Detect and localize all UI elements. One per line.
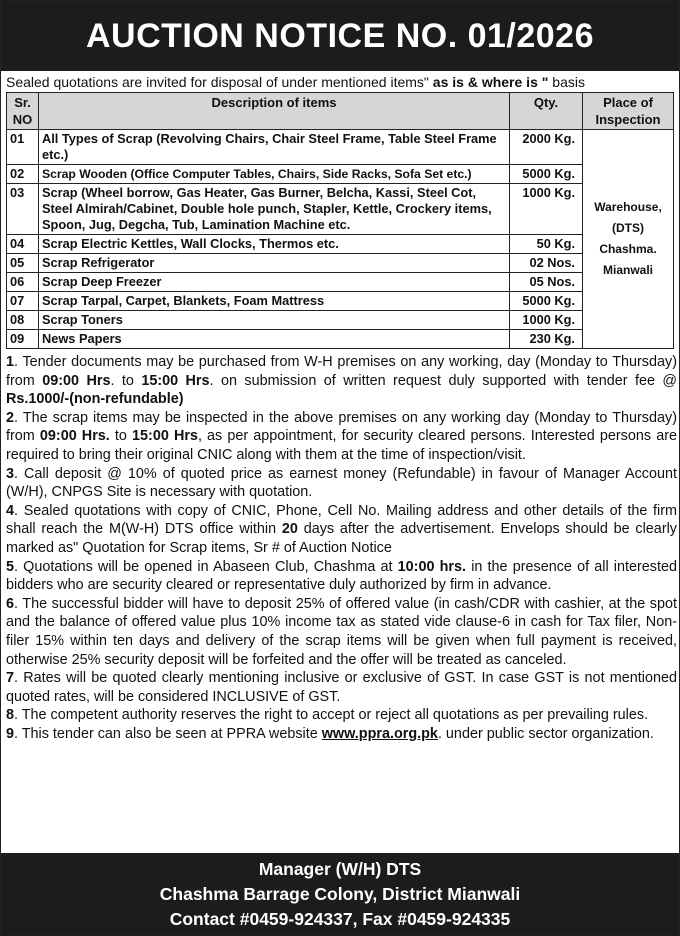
- term-bold: 15:00 Hrs: [141, 372, 210, 389]
- header-qty: Qty.: [510, 93, 583, 130]
- term-bold: 09:00 Hrs: [42, 372, 111, 389]
- ppra-website-link[interactable]: www.ppra.org.pk: [321, 725, 438, 742]
- intro-line: [6, 73, 678, 91]
- header-description: Description of items: [39, 93, 510, 130]
- term-text: , as per appointment, for security cleared persons. Interested persons are required to bring their original CNIC along with them at the time of inspection/visit.: [6, 428, 677, 463]
- table-row: [7, 235, 674, 254]
- place-line: Warehouse,: [594, 200, 662, 214]
- items-table: [6, 92, 674, 349]
- intro-bold: as is & where is ": [432, 74, 549, 90]
- term-9: [6, 725, 677, 744]
- term-bold: 10:00 hrs.: [397, 558, 467, 575]
- term-text: . Call deposit @ 10% of quoted price as earnest money (Refundable) in favour of Manager Account (W/H), CNPGS Site is necessary with quotation.: [6, 465, 677, 501]
- term-text: days after the advertisement. Envelops should be clearly marked as" Quotation for Scrap items, Sr # of Auction Notice: [6, 521, 678, 556]
- term-4: [6, 502, 677, 558]
- term-text: in the presence of all interested bidders who are security cleared or representative duly authorized by firm in advance.: [6, 558, 678, 594]
- term-text: . Quotations will be opened in Abaseen Club, Chashma at: [14, 558, 398, 575]
- row-description: All Types of Scrap (Revolving Chairs, Chair Steel Frame, Table Steel Frame etc.): [39, 130, 510, 165]
- footer-contact: Contact #0459-924337, Fax #0459-924335: [169, 909, 511, 929]
- row-sr: 06: [7, 273, 39, 292]
- terms-list: [6, 353, 677, 743]
- term-2: [6, 409, 677, 465]
- term-number: 8: [6, 707, 15, 724]
- term-bold: 15:00 Hrs: [132, 428, 198, 445]
- term-text: . The scrap items may be inspected in the above premises on any working day (Monday to Thursday) from: [6, 409, 677, 445]
- place-line: Chashma.: [599, 242, 657, 256]
- table-row: [7, 273, 674, 292]
- row-qty: 02 Nos.: [510, 254, 583, 273]
- table-row: [7, 165, 674, 184]
- header-sr: Sr. NO: [7, 93, 39, 130]
- row-sr: 02: [7, 165, 39, 184]
- term-text: . The competent authority reserves the right to accept or reject all quotations as per prevailing rules.: [14, 707, 649, 724]
- row-description: Scrap Wooden (Office Computer Tables, Chairs, Side Racks, Sofa Set etc.): [39, 165, 510, 184]
- term-number: 7: [6, 670, 15, 687]
- row-sr: 05: [7, 254, 39, 273]
- term-number: 9: [6, 725, 15, 742]
- footer-address: Chashma Barrage Colony, District Mianwali: [159, 884, 521, 904]
- row-description: Scrap (Wheel borrow, Gas Heater, Gas Burner, Belcha, Kassi, Steel Cot, Steel Almirah/Cabinet, Double hole punch, Stapler, Kettle, Crockery items, Spoon, Jug, Degcha, Tub, Lamination Machine etc.: [39, 184, 510, 235]
- row-description: Scrap Electric Kettles, Wall Clocks, Thermos etc.: [39, 235, 510, 254]
- row-qty: 50 Kg.: [510, 235, 583, 254]
- row-qty: 1000 Kg.: [510, 184, 583, 235]
- row-description: Scrap Deep Freezer: [39, 273, 510, 292]
- row-description: Scrap Tarpal, Carpet, Blankets, Foam Mattress: [39, 292, 510, 311]
- row-qty: 2000 Kg.: [510, 130, 583, 165]
- row-sr: 08: [7, 311, 39, 330]
- term-text: . Rates will be quoted clearly mentioning inclusive or exclusive of GST. In case GST is not mentioned quoted rates, will be considered INCLUSIVE of GST.: [6, 670, 677, 705]
- term-bold: Rs.1000/-(non-refundable): [6, 391, 184, 408]
- row-qty: 1000 Kg.: [510, 311, 583, 330]
- place-of-inspection: [583, 130, 674, 349]
- table-row: [7, 130, 674, 165]
- table-row: [7, 184, 674, 235]
- term-number: 3: [6, 465, 15, 482]
- term-number: 2: [6, 409, 15, 426]
- notice-title: AUCTION NOTICE NO. 01/2026: [1, 1, 679, 71]
- row-sr: 09: [7, 330, 39, 349]
- term-number: 5: [6, 558, 15, 575]
- row-qty: 05 Nos.: [510, 273, 583, 292]
- row-description: Scrap Refrigerator: [39, 254, 510, 273]
- table-row: [7, 311, 674, 330]
- table-row: [7, 330, 674, 349]
- table-row: [7, 292, 674, 311]
- term-number: 1: [6, 354, 15, 370]
- place-line: (DTS): [612, 221, 644, 235]
- table-row: [7, 254, 674, 273]
- row-description: News Papers: [39, 330, 510, 349]
- term-1: [6, 353, 677, 409]
- term-text: . on submission of written request duly supported with tender fee @: [209, 372, 677, 389]
- term-number: 6: [6, 595, 15, 612]
- term-text: . The successful bidder will have to deposit 25% of offered value (in cash/CDR with cashier, at the spot and the balance of offered value plus 10% income tax as stated vide clause-6 in cash for Tax filer, Non-filer 15% within ten days and delivery of the scrap items will be given when full payment is received, otherwise 25% security deposit will be forfeited and the offer will be treated as canceled.: [6, 595, 677, 668]
- row-sr: 07: [7, 292, 39, 311]
- term-number: 4: [6, 502, 15, 519]
- term-3: [6, 465, 677, 502]
- term-7: [6, 669, 677, 706]
- header-place: Place of Inspection: [583, 93, 674, 130]
- intro-tail: basis: [552, 74, 585, 90]
- table-header-row: [7, 93, 674, 130]
- term-text: . to: [110, 372, 142, 389]
- row-qty: 5000 Kg.: [510, 292, 583, 311]
- term-text: to: [109, 428, 133, 445]
- footer-contact-block: [1, 853, 679, 935]
- term-text: . This tender can also be seen at PPRA website: [14, 725, 322, 742]
- term-text: . under public sector organization.: [437, 725, 654, 742]
- row-sr: 01: [7, 130, 39, 165]
- term-5: [6, 558, 677, 595]
- term-text: . Tender documents may be purchased from W-H premises on any working, day (Monday to Thursday) from: [6, 354, 677, 389]
- footer-office: Manager (W/H) DTS: [258, 859, 422, 879]
- term-6: [6, 595, 677, 669]
- term-bold: 09:00 Hrs.: [39, 428, 110, 445]
- row-description: Scrap Toners: [39, 311, 510, 330]
- term-8: [6, 706, 677, 725]
- term-text: . Sealed quotations with copy of CNIC, Phone, Cell No. Mailing address and other details of the firm shall reach the M(W-H) DTS office within: [6, 502, 677, 538]
- row-sr: 04: [7, 235, 39, 254]
- term-bold: 20: [281, 521, 298, 538]
- row-sr: 03: [7, 184, 39, 235]
- row-qty: 5000 Kg.: [510, 165, 583, 184]
- row-qty: 230 Kg.: [510, 330, 583, 349]
- intro-text: Sealed quotations are invited for disposal of under mentioned items": [6, 74, 429, 90]
- place-line: Mianwali: [602, 263, 653, 277]
